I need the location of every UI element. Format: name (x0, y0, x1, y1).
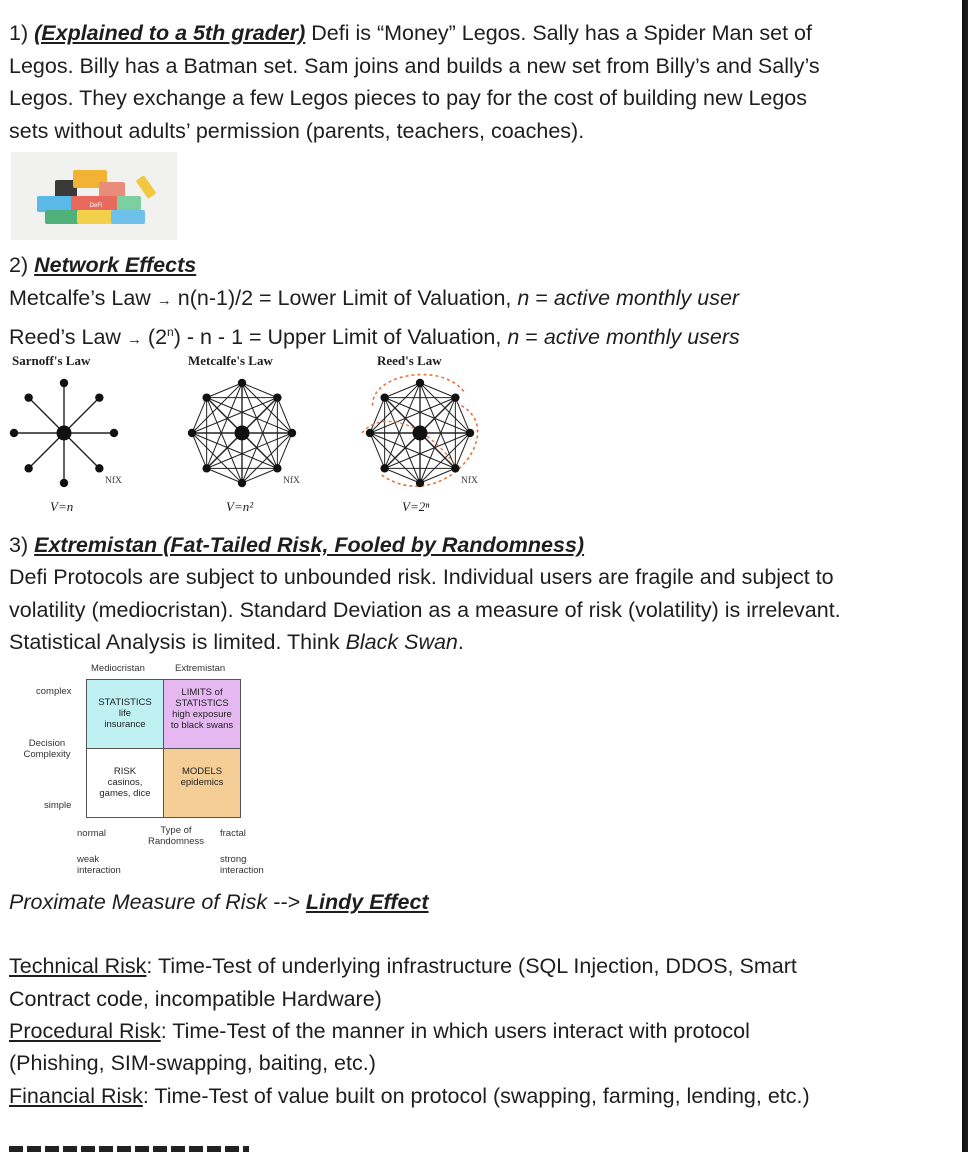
q4-sub: epidemics (180, 777, 224, 788)
x-strong-interaction: strong interaction (220, 854, 264, 876)
network-node (24, 393, 32, 401)
risk-line-2: Contract code, incompatible Hardware) (9, 987, 382, 1011)
network-node (288, 429, 296, 437)
network-node (366, 429, 374, 437)
network-node (24, 464, 32, 472)
network-node (416, 479, 424, 487)
s1-title: (Explained to a 5th grader) (34, 21, 306, 45)
network-node (451, 464, 459, 472)
s3-line-3a: Statistical Analysis is limited. Think (9, 630, 346, 654)
reed-diagram-formula: V=2ⁿ (402, 499, 430, 514)
cutoff-heading (9, 1146, 259, 1152)
s3-line-3c: . (457, 630, 464, 654)
risk-line-4: (Phishing, SIM-swapping, baiting, etc.) (9, 1051, 376, 1075)
reed-line (9, 316, 740, 357)
lego-label: DeFi (89, 203, 103, 209)
network-node (202, 464, 210, 472)
nfx-3: NfX (461, 476, 478, 486)
financial-risk-text: : Time-Test of value built on protocol (swapping, farming, lending, etc.) (142, 1084, 810, 1108)
lindy-effect: Lindy Effect (305, 890, 429, 914)
risk-line-3 (9, 1015, 750, 1048)
network-edge (29, 433, 64, 468)
network-node (188, 429, 196, 437)
metcalfe-eq: = (529, 286, 554, 310)
network-node (273, 393, 281, 401)
x-type-of-randomness: Type of Randomness (148, 825, 204, 847)
s3-heading (9, 529, 584, 562)
q1-title: STATISTICS (98, 697, 152, 708)
x-weak-interaction: weak interaction (77, 854, 121, 876)
network-node (238, 479, 246, 487)
s2-heading (9, 249, 196, 282)
proximate-line (9, 886, 429, 919)
row-decision-complexity: Decision Complexity (23, 738, 71, 760)
network-center-node (413, 426, 428, 441)
quadrant-limits-of-statistics (163, 679, 241, 749)
quadrant-risk (86, 748, 164, 818)
q4-title: MODELS (181, 766, 223, 777)
metcalfe-n: n (517, 286, 530, 310)
reed-n: n (507, 325, 520, 350)
q2-sub: high exposure to black swans (170, 709, 234, 731)
network-node (202, 393, 210, 401)
s3-line-2: volatility (mediocristan). Standard Deviation as a measure of risk (volatility) is irrelevant. (9, 598, 841, 622)
s2-title: Network Effects (34, 253, 197, 277)
s3-number: 3) (9, 533, 29, 557)
black-swan: Black Swan (345, 630, 458, 654)
s3-line-1: Defi Protocols are subject to unbounded risk. Individual users are fragile and subject to (9, 565, 834, 589)
network-node (466, 429, 474, 437)
nfx-2: NfX (283, 476, 300, 486)
q1-sub: life insurance (104, 708, 146, 730)
lego-image (11, 152, 177, 240)
x-normal: normal (77, 828, 107, 839)
reed-formula-a: (2 (147, 325, 168, 350)
nfx-1: NfX (105, 476, 122, 486)
network-node (451, 393, 459, 401)
arrow-icon: → (126, 331, 142, 349)
network-node (60, 379, 68, 387)
reed-title: Reed's Law (377, 353, 442, 368)
s1-line-2: Legos. Billy has a Batman set. Sam joins and builds a new set from Billy’s and Sally’s (9, 54, 820, 78)
network-center-node (57, 426, 72, 441)
reed-eq: = (519, 325, 544, 350)
metcalfe-line (9, 282, 739, 318)
sarnoff-title: Sarnoff's Law (12, 353, 91, 368)
network-node (416, 379, 424, 387)
network-node (273, 464, 281, 472)
risk-line-1 (9, 950, 797, 983)
col-extremistan: Extremistan (175, 663, 226, 674)
metcalfe-title: Metcalfe's Law (188, 353, 273, 368)
metcalfe-diagram-formula: V=n² (226, 499, 254, 514)
group-outline (362, 421, 459, 470)
network-center-node (235, 426, 250, 441)
network-node (10, 429, 18, 437)
metcalfe-formula: n(n-1)/2 = Lower Limit of Valuation, (177, 286, 518, 310)
network-edge (64, 433, 99, 468)
s1-line-4: sets without adults’ permission (parents, teachers, coaches). (9, 119, 585, 143)
quadrant-statistics (86, 679, 164, 749)
metcalfe-desc: active monthly user (553, 286, 740, 310)
quadrant-chart (0, 660, 290, 885)
reed-name: Reed’s Law (9, 325, 121, 350)
financial-risk-label: Financial Risk (9, 1084, 143, 1108)
quadrant-models (163, 748, 241, 818)
risk-line-5 (9, 1080, 810, 1113)
reed-desc: active monthly users (543, 325, 740, 350)
q3-sub: casinos, games, dice (99, 777, 151, 799)
technical-risk-text: : Time-Test of underlying infrastructure (SQL Injection, DDOS, Smart (146, 954, 797, 978)
reed-formula-b: ) - n - 1 = Upper Limit of Valuation, (173, 325, 508, 350)
sarnoff-formula: V=n (50, 499, 74, 514)
network-node (238, 379, 246, 387)
q2-title: LIMITS of STATISTICS (175, 687, 229, 709)
proximate-text: Proximate Measure of Risk --> (9, 890, 306, 914)
s1-text: Defi is “Money” Legos. Sally has a Spider Man set of (305, 21, 812, 45)
col-mediocristan: Mediocristan (91, 663, 145, 674)
s1-number: 1) (9, 21, 29, 45)
network-node (95, 393, 103, 401)
x-fractal: fractal (220, 828, 246, 839)
metcalfe-name: Metcalfe’s Law (9, 286, 151, 310)
s3-title: Extremistan (Fat-Tailed Risk, Fooled by Randomness) (34, 533, 585, 557)
lego-bricks-illustration (11, 152, 177, 240)
procedural-risk-label: Procedural Risk (9, 1019, 161, 1043)
s2-number: 2) (9, 253, 29, 277)
row-complex: complex (36, 686, 72, 697)
s3-line-3 (9, 626, 464, 659)
network-edge (64, 398, 99, 433)
reed-sup: n (167, 325, 174, 339)
network-node (110, 429, 118, 437)
procedural-risk-text: : Time-Test of the manner in which users interact with protocol (160, 1019, 750, 1043)
s1-line-3: Legos. They exchange a few Legos pieces to pay for the cost of building new Legos (9, 86, 808, 110)
network-edge (29, 398, 64, 433)
arrow-icon: → (156, 292, 172, 309)
technical-risk-label: Technical Risk (9, 954, 147, 978)
network-node (95, 464, 103, 472)
network-node (60, 479, 68, 487)
network-node (380, 393, 388, 401)
s1-line-1 (9, 17, 812, 50)
network-node (380, 464, 388, 472)
q3-title: RISK (113, 766, 137, 777)
row-simple: simple (44, 800, 72, 811)
